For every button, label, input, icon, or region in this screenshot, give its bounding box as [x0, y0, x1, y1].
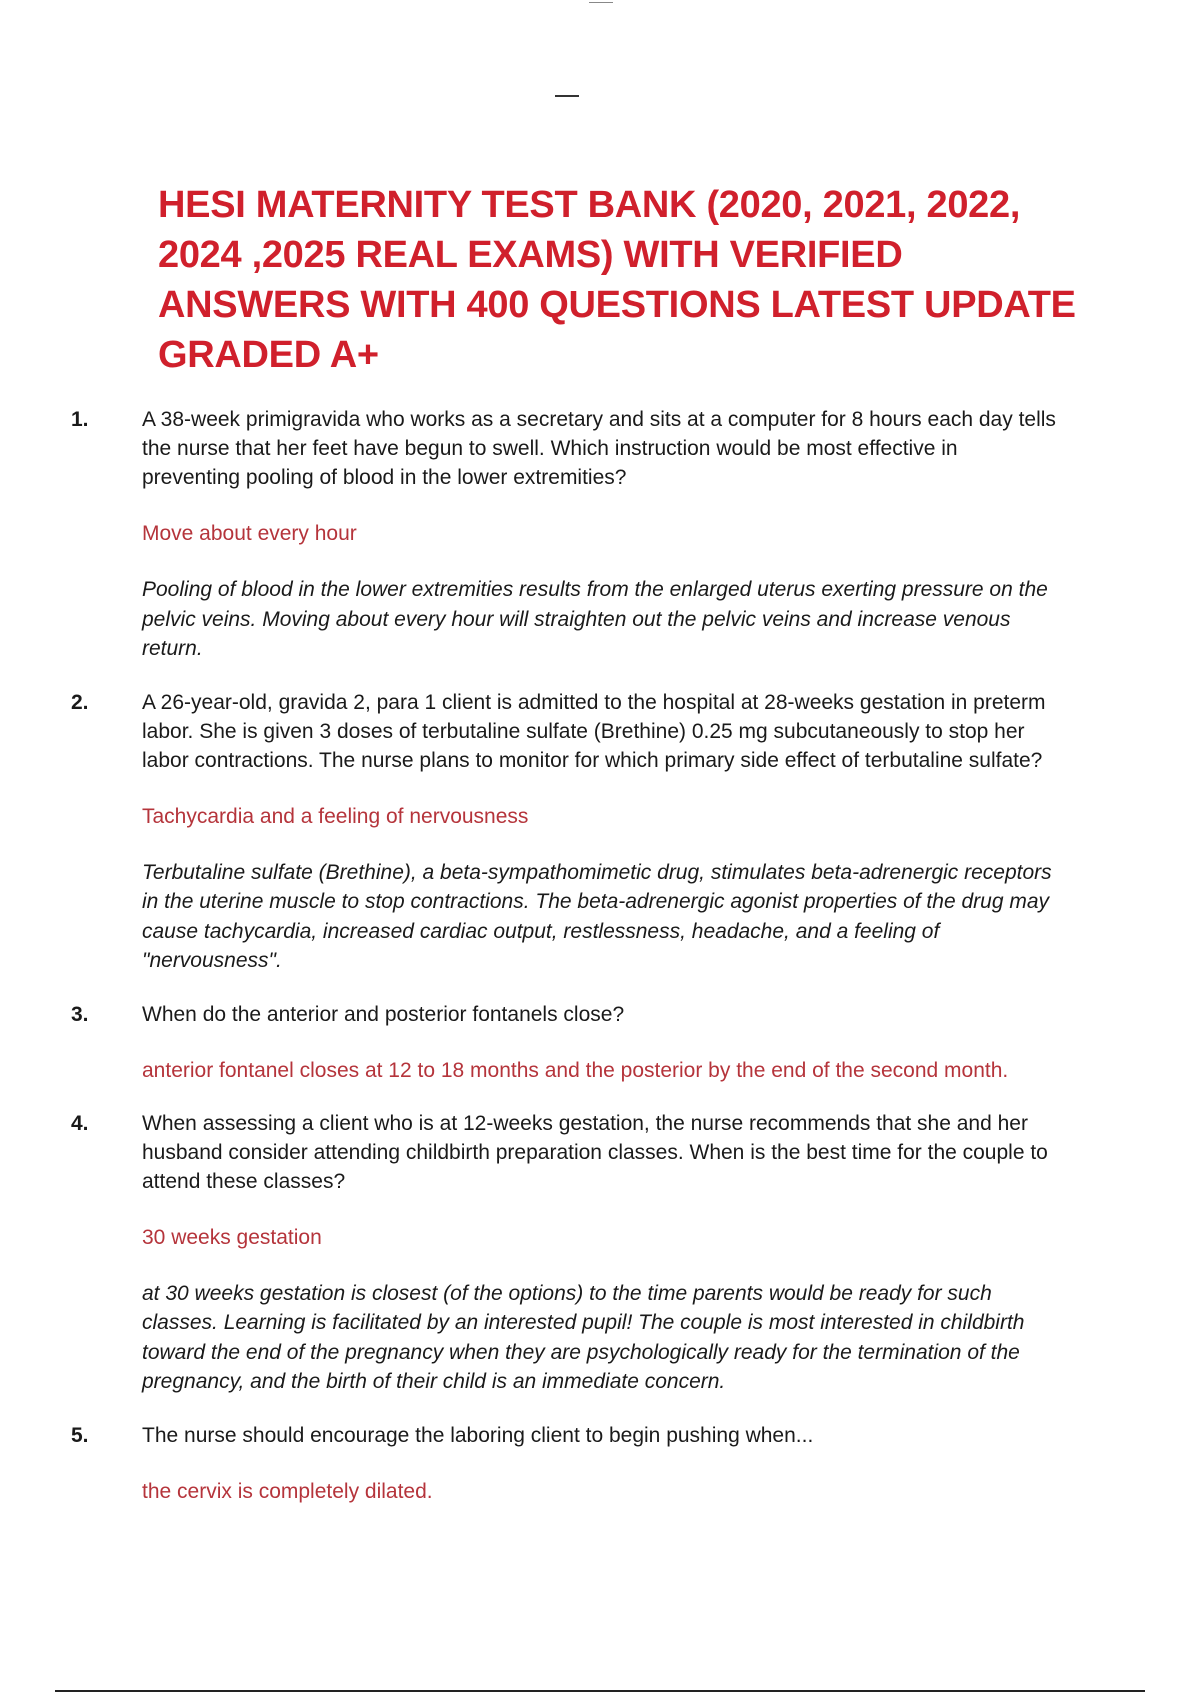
question-text: A 26-year-old, gravida 2, para 1 client is admitted to the hospital at 28-weeks gestation in preterm labor. She is given 3 doses of terbutaline sulfate (Brethine) 0.25 mg subcutaneously to stop her labor contractions. The nurse plans to monitor for which primary side effect of terbutaline sulfate? — [142, 690, 1046, 772]
question-number: 2. — [71, 690, 89, 714]
question-text: When assessing a client who is at 12-weeks gestation, the nurse recommends that she and her husband consider attending childbirth preparation classes. When is the best time for the couple to attend these classes? — [142, 1111, 1048, 1193]
top-page-mark — [589, 2, 613, 3]
question-text: A 38-week primigravida who works as a secretary and sits at a computer for 8 hours each day tells the nurse that her feet have begun to swell. Which instruction would be most effective in preventing pooling of blood in the lower extremities? — [142, 408, 1056, 489]
question-number: 3. — [71, 1002, 89, 1026]
question-item — [0, 405, 1200, 664]
page-bottom-rule — [55, 1690, 1145, 1692]
question-number: 1. — [71, 408, 89, 431]
question-item — [0, 1109, 1200, 1397]
question-text: When do the anterior and posterior fontanels close? — [142, 1002, 625, 1026]
answer-text: Move about every hour — [142, 522, 357, 545]
question-item — [0, 1000, 1200, 1085]
question-text: The nurse should encourage the laboring client to begin pushing when... — [142, 1423, 814, 1447]
answer-text: 30 weeks gestation — [142, 1225, 322, 1249]
document-title: HESI MATERNITY TEST BANK (2020, 2021, 2022, 2024 ,2025 REAL EXAMS) WITH VERIFIED ANSWERS WITH 400 QUESTIONS LATEST UPDATE GRADED A+ — [158, 184, 1076, 376]
question-number: 4. — [71, 1111, 89, 1135]
header-divider-mark — [555, 95, 579, 97]
question-list — [0, 405, 1200, 1530]
answer-text: Tachycardia and a feeling of nervousness — [142, 804, 529, 828]
question-item — [0, 688, 1200, 976]
answer-text: anterior fontanel closes at 12 to 18 months and the posterior by the end of the second month. — [142, 1058, 1009, 1082]
question-number: 5. — [71, 1423, 89, 1447]
answer-text: the cervix is completely dilated. — [142, 1479, 433, 1503]
question-item — [0, 1421, 1200, 1506]
rationale-text: Pooling of blood in the lower extremities results from the enlarged uterus exerting pressure on the pelvic veins. Moving about every hour will straighten out the pelvic veins and increase venous return. — [142, 578, 1048, 660]
rationale-text: Terbutaline sulfate (Brethine), a beta-sympathomimetic drug, stimulates beta-adrenergic receptors in the uterine muscle to stop contractions. The beta-adrenergic agonist properties of the drug may cause tachycardia, increased cardiac output, restlessness, headache, and a feeling of "nervousness". — [142, 860, 1052, 972]
rationale-text: at 30 weeks gestation is closest (of the options) to the time parents would be ready for such classes. Learning is facilitated by an interested pupil! The couple is most interested in childbirth toward the end of the pregnancy when they are psychologically ready for the termination of the pregnancy, and the birth of their child is an immediate concern. — [142, 1281, 1025, 1393]
